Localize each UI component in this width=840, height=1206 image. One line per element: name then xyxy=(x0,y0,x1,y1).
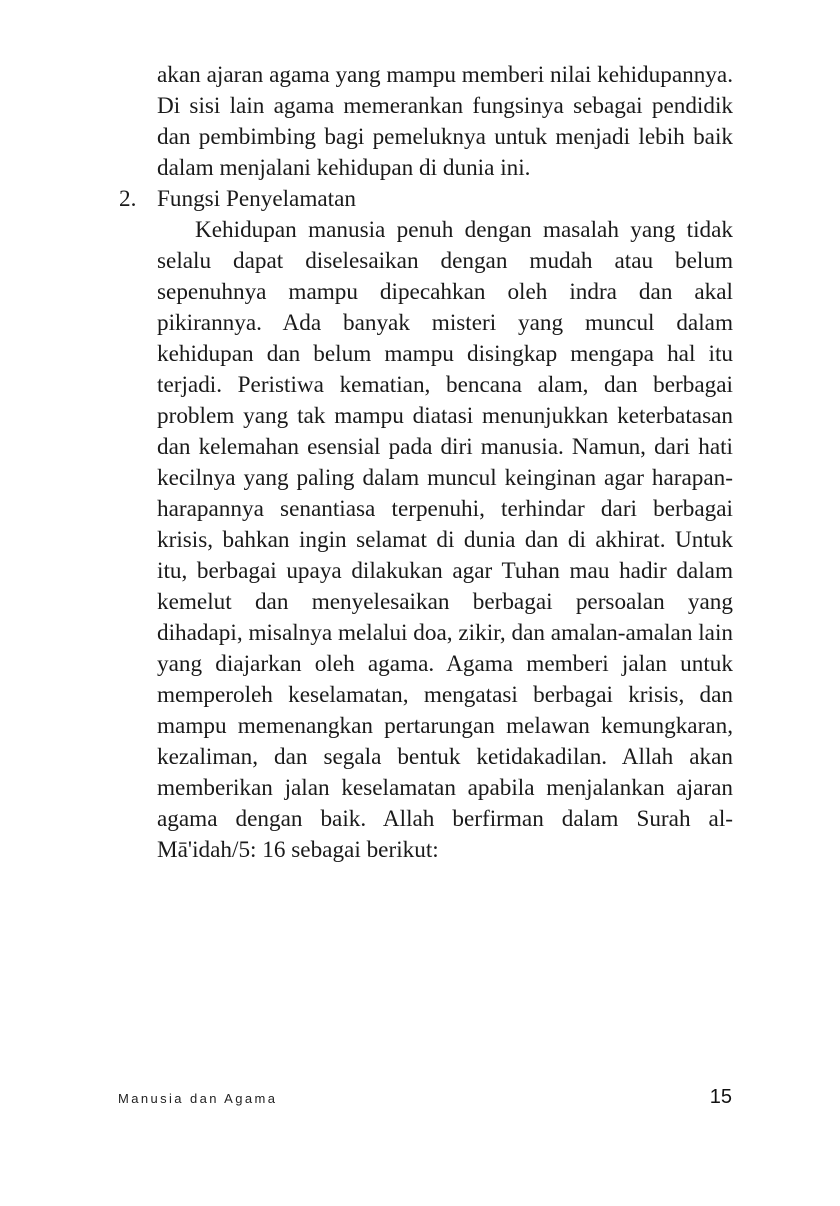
continuation-paragraph: akan ajaran agama yang mampu memberi nilai kehidupannya. Di sisi lain agama memerankan fungsinya sebagai pendidik dan pembimbing bagi pemeluknya untuk menjadi lebih baik dalam menjalani kehidupan di dunia ini. xyxy=(157,62,733,181)
list-item xyxy=(119,184,733,866)
body-text xyxy=(119,60,733,866)
main-paragraph: Kehidupan manusia penuh dengan masalah yang tidak selalu dapat diselesaikan dengan mudah atau belum sepenuhnya mampu dipecahkan oleh indra dan akal pikirannya. Ada banyak misteri yang muncul dalam kehidupan dan belum mampu disingkap mengapa hal itu terjadi. Peristiwa kematian, bencana alam, dan berbagai problem yang tak mampu diatasi menunjukkan keterbatasan dan kelemahan esensial pada diri manusia. Namun, dari hati kecilnya yang paling dalam muncul keinginan agar harapan-harapannya senantiasa terpenuhi, terhindar dari berbagai krisis, bahkan ingin selamat di dunia dan di akhirat. Untuk itu, berbagai upaya dilakukan agar Tuhan mau hadir dalam kemelut dan menyelesaikan berbagai persoalan yang dihadapi, misalnya melalui doa, zikir, dan amalan-amalan lain yang diajarkan oleh agama. Agama memberi jalan untuk memperoleh keselamatan, mengatasi berbagai krisis, dan mampu memenangkan pertarungan melawan kemungkaran, kezaliman, dan segala bentuk ketidakadilan. Allah akan memberikan jalan keselamatan apabila menjalankan ajaran agama dengan baik. Allah berfirman dalam Surah al-Mā'idah/5: 16 sebagai berikut: xyxy=(157,217,733,863)
footer-book-title: Manusia dan Agama xyxy=(118,1091,278,1106)
section-heading: Fungsi Penyelamatan xyxy=(157,186,356,212)
page-number: 15 xyxy=(709,1086,732,1108)
list-item-number: 2. xyxy=(119,186,137,212)
